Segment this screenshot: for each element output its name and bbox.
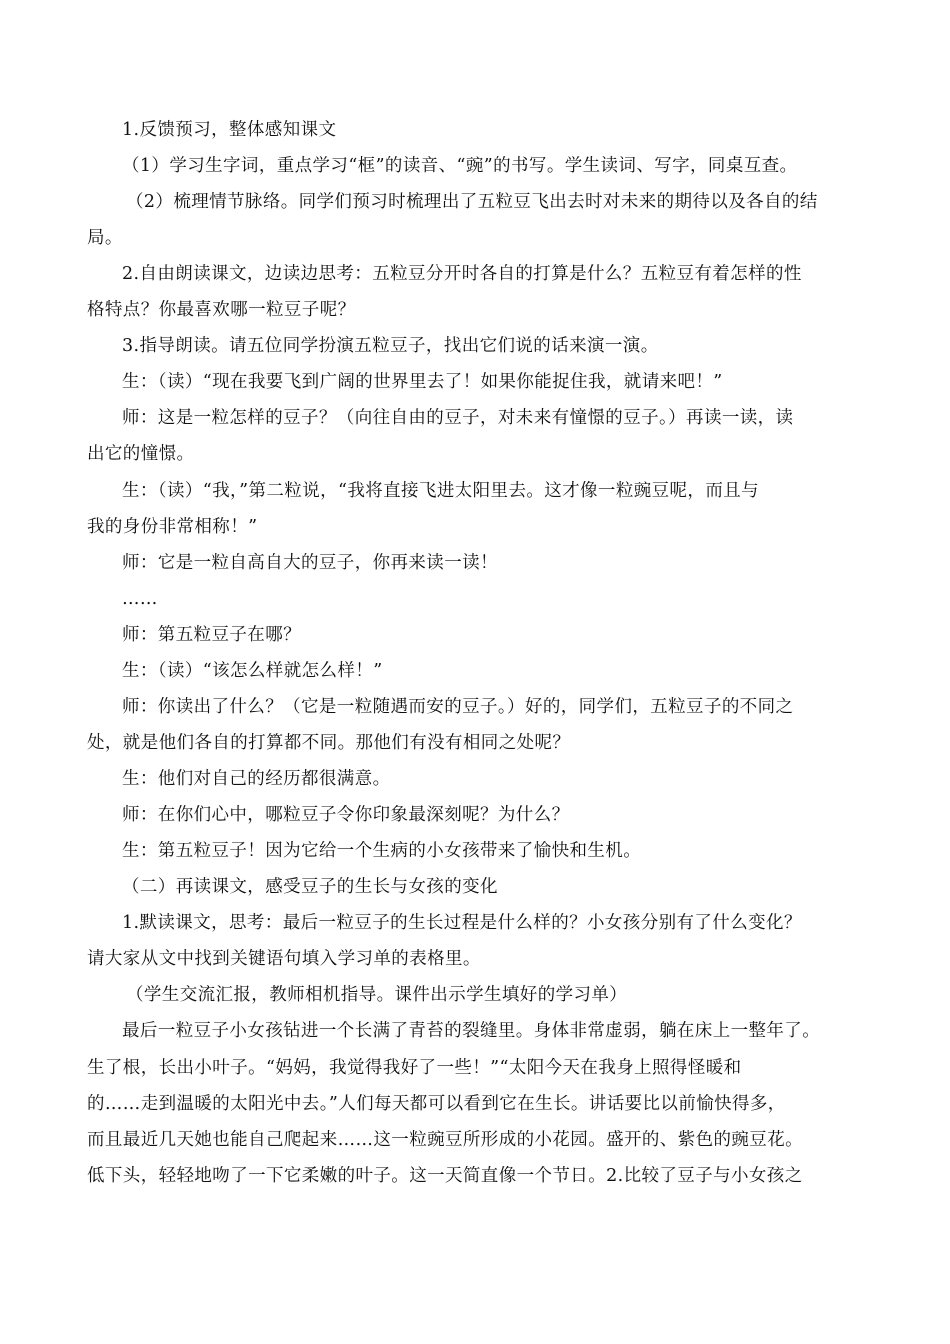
dialogue-line: 师：你读出了什么？（它是一粒随遇而安的豆子。）好的，同学们，五粒豆子的不同之	[122, 697, 794, 717]
paragraph-line: （1）学习生字词，重点学习“框”的读音、“豌”的书写。学生读词、写字，同桌互查。	[122, 156, 798, 176]
dialogue-line: 师：这是一粒怎样的豆子？（向往自由的豆子，对未来有憧憬的豆子。）再读一读，读	[122, 408, 794, 428]
paragraph-line: 最后一粒豆子小女孩钻进一个长满了青苔的裂缝里。身体非常虚弱，躺在床上一整年了。	[122, 1021, 821, 1041]
paragraph-line: 而且最近几天她也能自己爬起来……这一粒豌豆所形成的小花园。盛开的、紫色的豌豆花。	[87, 1130, 803, 1150]
dialogue-line: 师：第五粒豆子在哪？	[122, 625, 301, 645]
paragraph-line: （2）梳理情节脉络。同学们预习时梳理出了五粒豆飞出去时对未来的期待以及各自的结	[126, 192, 818, 212]
dialogue-line: 生：（读）“该怎么样就怎么样！”	[122, 661, 383, 681]
ellipsis-line: ……	[122, 589, 158, 609]
paragraph-line: 1.默读课文，思考：最后一粒豆子的生长过程是什么样的？小女孩分别有了什么变化？	[122, 913, 802, 933]
paragraph-line: 请大家从文中找到关键语句填入学习单的表格里。	[87, 949, 481, 969]
paragraph-line: 2.自由朗读课文，边读边思考：五粒豆分开时各自的打算是什么？五粒豆有着怎样的性	[122, 264, 802, 284]
paragraph-line: 的……走到温暖的太阳光中去。”人们每天都可以看到它在生长。讲话要比以前愉快得多，	[87, 1094, 786, 1114]
dialogue-line: 出它的憧憬。	[87, 444, 195, 464]
dialogue-line: 生：他们对自己的经历都很满意。	[122, 769, 391, 789]
dialogue-line: 生：第五粒豆子！因为它给一个生病的小女孩带来了愉快和生机。	[122, 841, 642, 861]
dialogue-line: 处，就是他们各自的打算都不同。那他们有没有相同之处呢？	[87, 733, 571, 753]
dialogue-line: 我的身份非常相称！”	[87, 517, 258, 537]
paragraph-line: 生了根，长出小叶子。“妈妈，我觉得我好了一些！”“太阳今天在我身上照得怪暖和	[87, 1058, 742, 1078]
dialogue-line: 师：在你们心中，哪粒豆子令你印象最深刻呢？为什么？	[122, 805, 570, 825]
dialogue-line: 生：（读）“现在我要飞到广阔的世界里去了！如果你能捉住我，就请来吧！”	[122, 372, 723, 392]
heading-feedback-preview: 1.反馈预习，整体感知课文	[122, 120, 337, 140]
paragraph-line: 局。	[87, 228, 123, 248]
dialogue-line: 师：它是一粒自高自大的豆子，你再来读一读！	[122, 553, 498, 573]
dialogue-line: 生：（读）“我，”第二粒说，“我将直接飞进太阳里去。这才像一粒豌豆呢，而且与	[122, 481, 760, 501]
paragraph-line: 3.指导朗读。请五位同学扮演五粒豆子，找出它们说的话来演一演。	[122, 336, 659, 356]
paragraph-line: （学生交流汇报，教师相机指导。课件出示学生填好的学习单）	[126, 985, 628, 1005]
section-heading: （二）再读课文，感受豆子的生长与女孩的变化	[122, 877, 498, 897]
paragraph-line: 格特点？你最喜欢哪一粒豆子呢？	[87, 300, 356, 320]
paragraph-line: 低下头，轻轻地吻了一下它柔嫩的叶子。这一天简直像一个节日。2.比较了豆子与小女孩之	[87, 1166, 803, 1186]
